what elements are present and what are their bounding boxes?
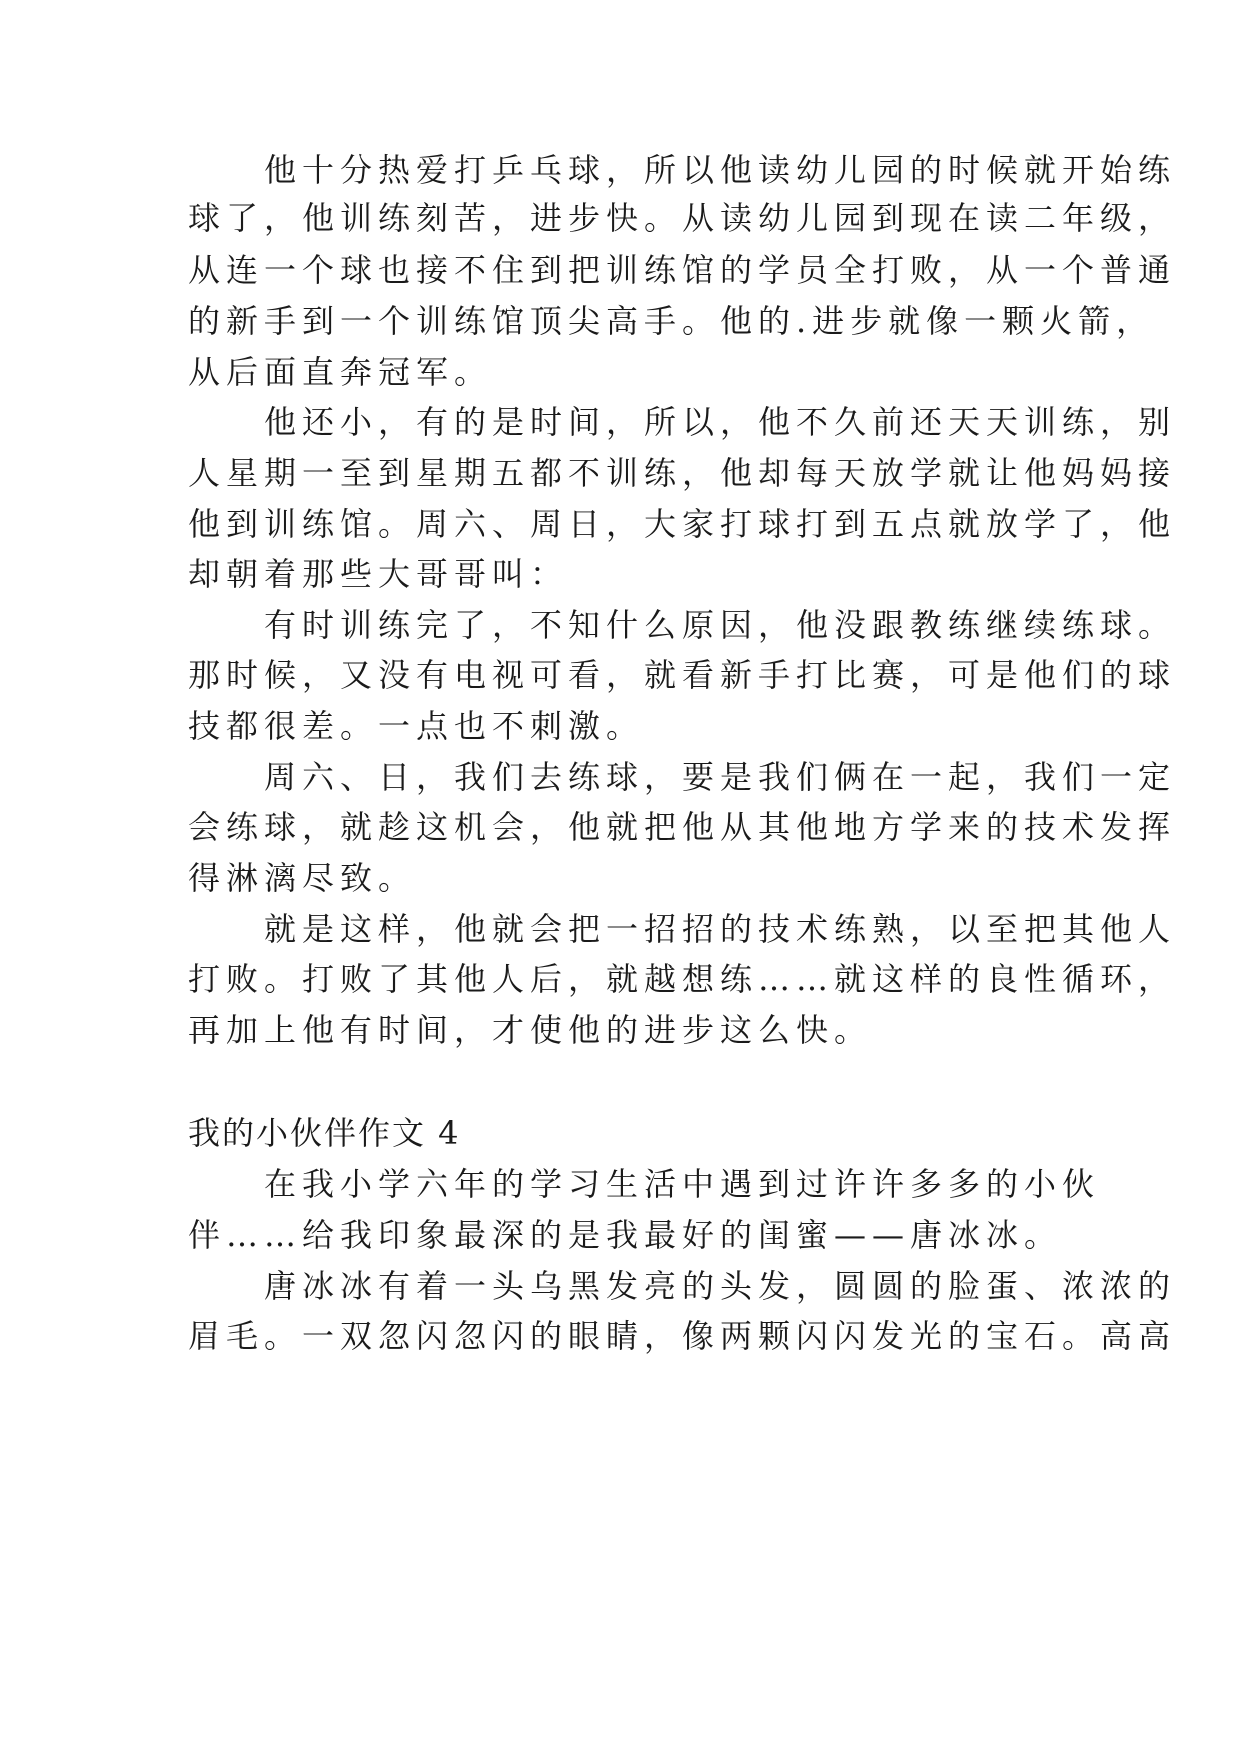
paragraph-line: 得淋漓尽致。 <box>188 859 417 897</box>
paragraph-line: 打败。打败了其他人后，就越想练……就这样的良性循环， <box>188 960 1177 998</box>
paragraph-line: 他到训练馆。周六、周日，大家打球打到五点就放学了，他 <box>188 505 1177 543</box>
paragraph-line: 有时训练完了，不知什么原因，他没跟教练继续练球。 <box>188 606 1177 644</box>
paragraph-line: 从后面直奔冠军。 <box>188 353 493 391</box>
paragraph-line: 会练球，就趁这机会，他就把他从其他地方学来的技术发挥 <box>188 808 1177 846</box>
paragraph-line: 眉毛。一双忽闪忽闪的眼睛，像两颗闪闪发光的宝石。高高 <box>188 1317 1177 1355</box>
paragraph-line: 技都很差。一点也不刺激。 <box>188 707 645 745</box>
paragraph-line: 那时候，又没有电视可看，就看新手打比赛，可是他们的球 <box>188 656 1177 694</box>
paragraph-line: 他还小，有的是时间，所以，他不久前还天天训练，别 <box>188 403 1177 441</box>
paragraph-line: 却朝着那些大哥哥叫： <box>188 555 569 593</box>
paragraph-line: 他十分热爱打乒乓球，所以他读幼儿园的时候就开始练 <box>188 151 1177 189</box>
paragraph-line: 的新手到一个训练馆顶尖高手。他的.进步就像一颗火箭， <box>188 302 1155 340</box>
paragraph-line: 周六、日，我们去练球，要是我们俩在一起，我们一定 <box>188 758 1177 796</box>
paragraph-line: 在我小学六年的学习生活中遇到过许许多多的小伙 <box>188 1165 1101 1203</box>
paragraph-line: 人星期一至到星期五都不训练，他却每天放学就让他妈妈接 <box>188 454 1177 492</box>
section-heading: 我的小伙伴作文 4 <box>188 1114 461 1152</box>
paragraph-line: 再加上他有时间，才使他的进步这么快。 <box>188 1011 873 1049</box>
paragraph-line: 从连一个球也接不住到把训练馆的学员全打败，从一个普通 <box>188 251 1177 289</box>
paragraph-line: 唐冰冰有着一头乌黑发亮的头发，圆圆的脸蛋、浓浓的 <box>188 1267 1177 1305</box>
paragraph-line: 球了，他训练刻苦，进步快。从读幼儿园到现在读二年级， <box>188 199 1177 237</box>
paragraph-line: 就是这样，他就会把一招招的技术练熟，以至把其他人 <box>188 910 1177 948</box>
paragraph-line: 伴……给我印象最深的是我最好的闺蜜——唐冰冰。 <box>188 1216 1063 1254</box>
